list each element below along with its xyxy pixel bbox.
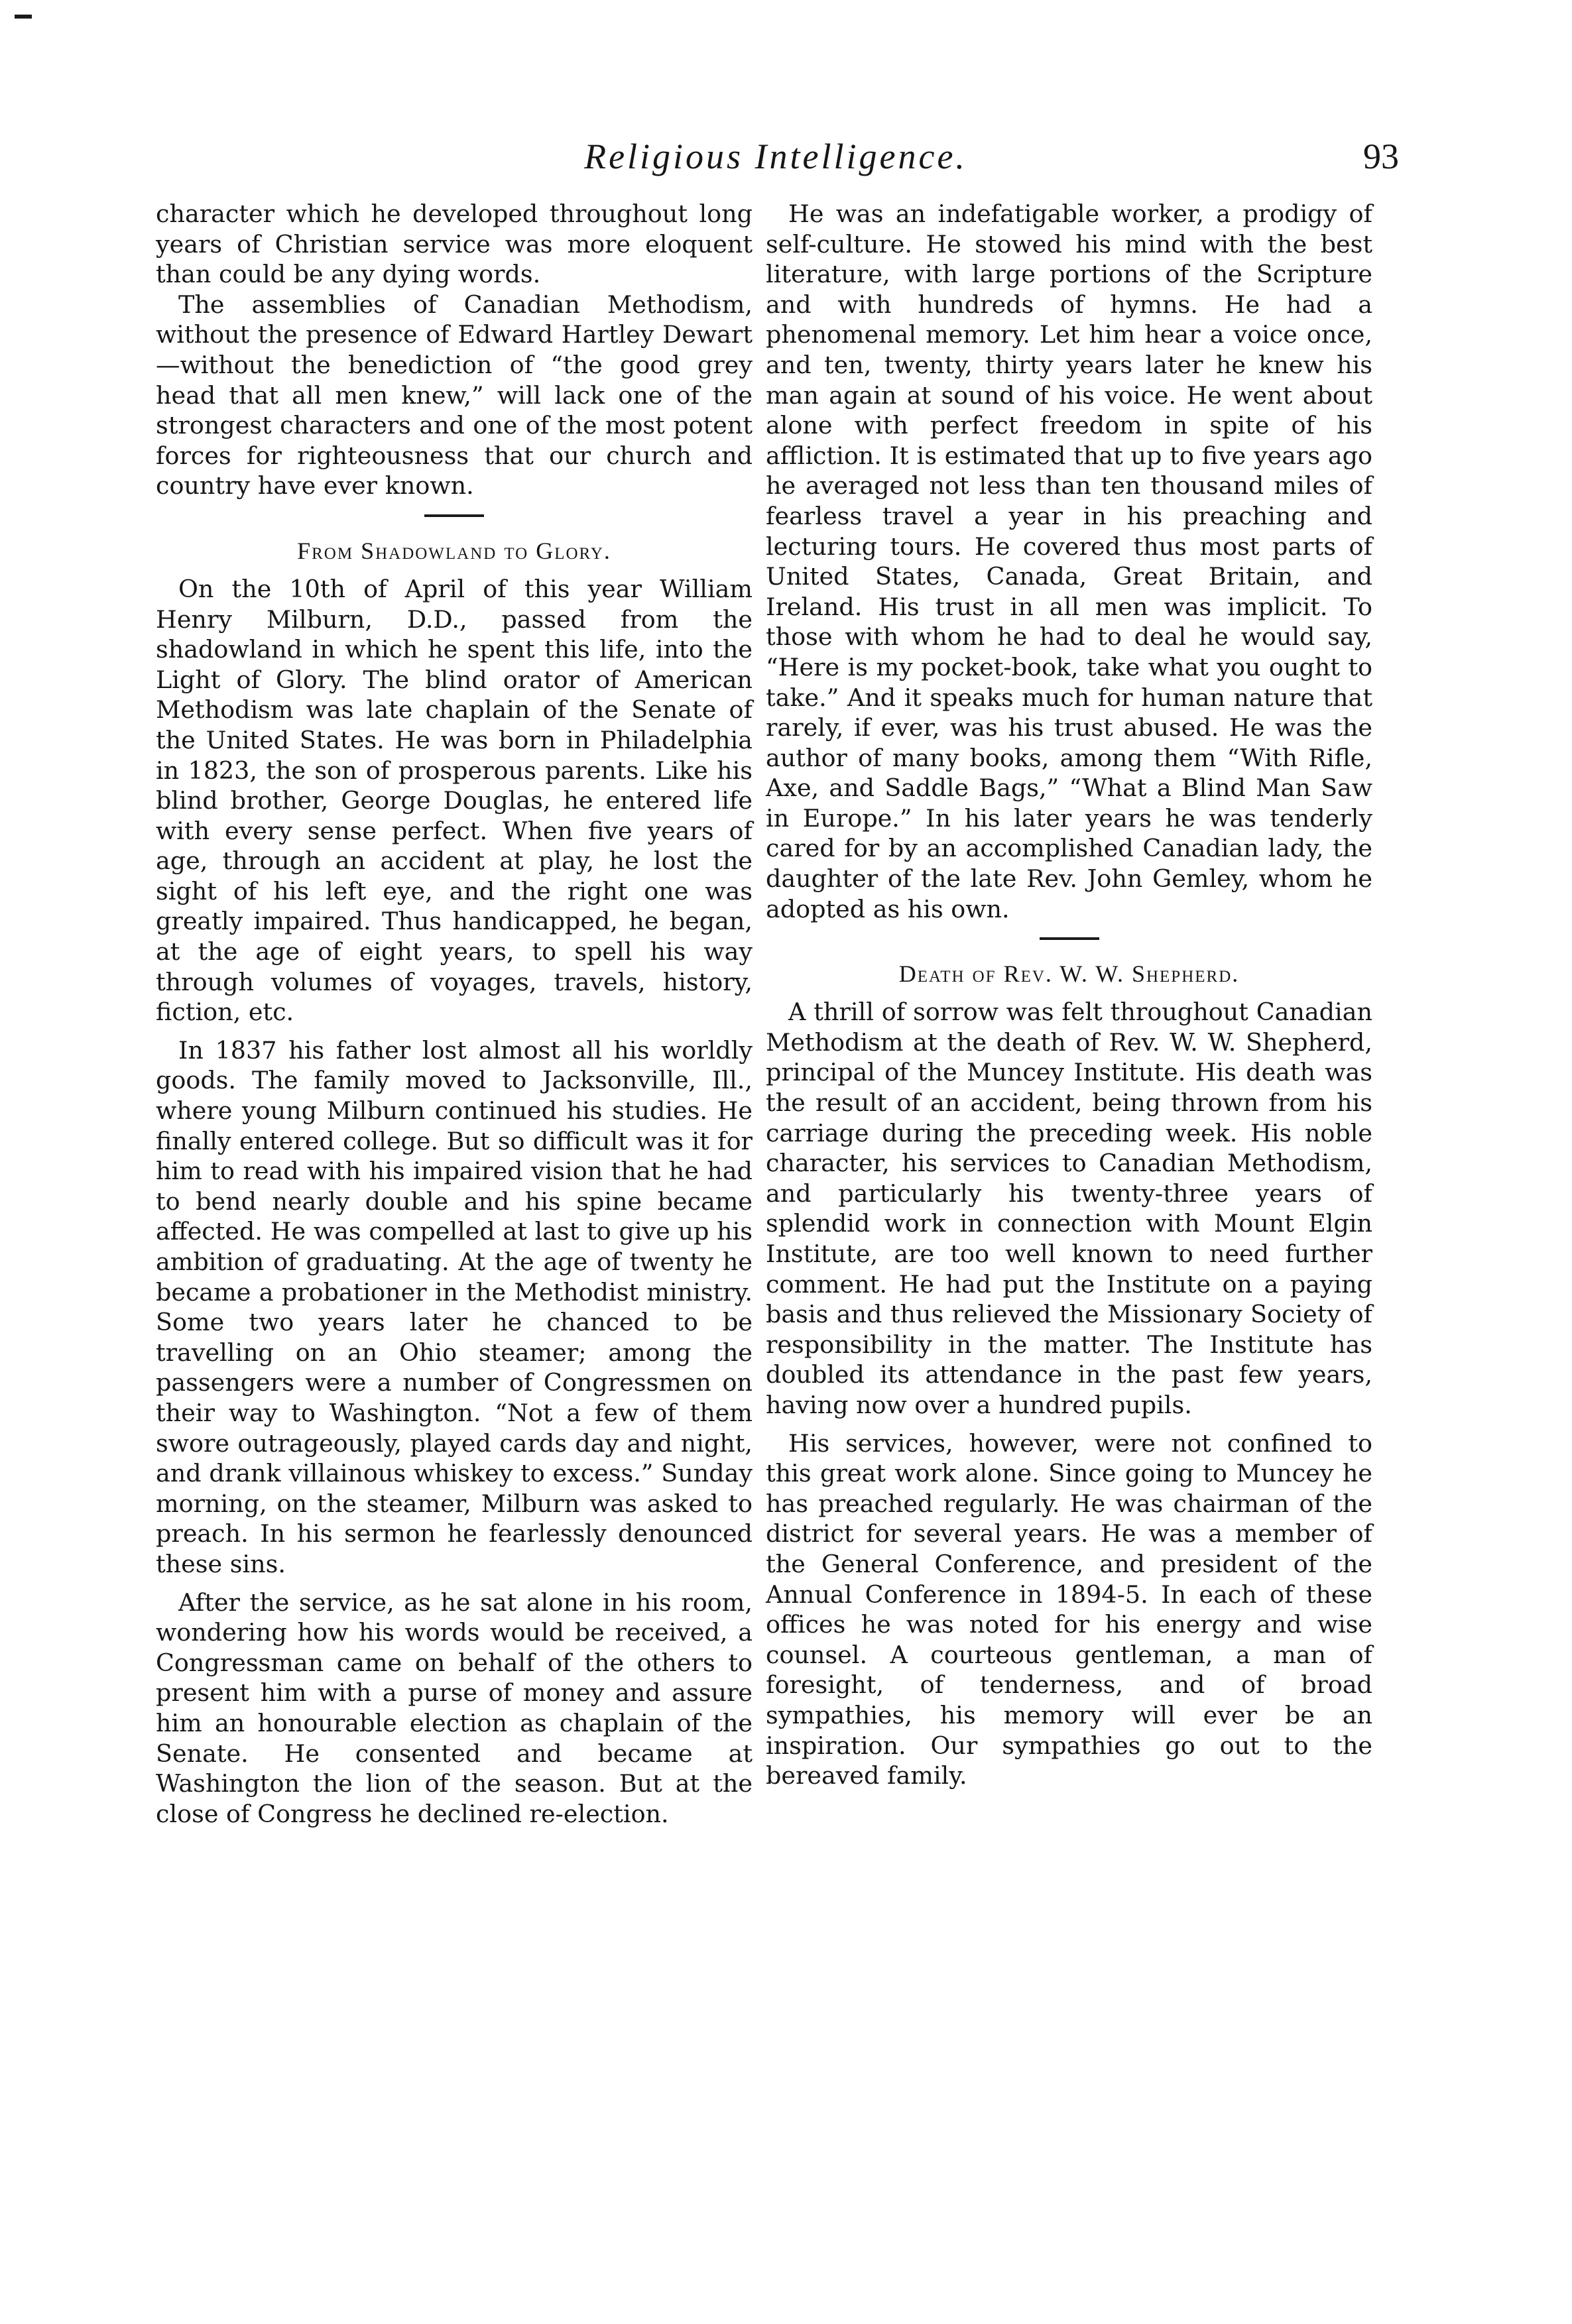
section-divider — [424, 514, 484, 517]
running-title: Religious Intelligence. — [584, 137, 967, 176]
paragraph-gap — [156, 1027, 753, 1035]
milburn-paragraph-4: He was an indefatigable worker, a prodigy of self-culture. He stowed his mind with the best literature, with large portions of the Scripture and with hundreds of hymns. He had a phenomenal memory. Let him hear a voice once, and ten, twenty, thirty years later he knew his man again at sound of his voice. He went about alone with perfect freedom in spite of his affliction. It is estimated that up to five years ago he averaged not less than ten thousand miles of fearless travel a year in his preaching and lecturing tours. He covered thus most parts of United States, Canada, Great Britain, and Ireland. His trust in all men was implicit. To those with whom he had to deal he would say, “Here is my pocket-book, take what you ought to take.” And it speaks much for human nature that rarely, if ever, was his trust abused. He was the author of many books, among them “With Rifle, Axe, and Saddle Bags,” “What a Blind Man Saw in Europe.” In his later years he was tenderly cared for by an accomplished Canadian lady, the daughter of the late Rev. John Gemley, whom he adopted as his own. — [766, 200, 1372, 923]
right-column — [766, 199, 1372, 1791]
paragraph-gap — [156, 1580, 753, 1588]
milburn-paragraph-3: After the service, as he sat alone in his room, wondering how his words would be received, a Congressman came on behalf of the others to present him with a purse of money and assure him an honourable election as chaplain of the Senate. He consented and became at Washington the lion of the season. But at the close of Congress he declined re-election. — [156, 1588, 753, 1828]
page-edge-mark — [15, 15, 32, 19]
continued-paragraph: character which he developed throughout long years of Christian service was more eloquent than could be any dying words. — [156, 200, 753, 289]
shepherd-paragraph-1: A thrill of sorrow was felt throughout Canadian Methodism at the death of Rev. W. W. Shepherd, principal of the Muncey Institute. His death was the result of an accident, being thrown from his carriage during the preceding week. His noble character, his services to Canadian Methodism, and particularly his twenty-three years of splendid work in connection with Mount Elgin Institute, are too well known to need further comment. He had put the Institute on a paying basis and thus relieved the Missionary Society of responsibility in the matter. The Institute has doubled its attendance in the past few years, having now over a hundred pupils. — [766, 998, 1372, 1419]
running-head — [152, 130, 1399, 183]
milburn-paragraph-2: In 1837 his father lost almost all his worldly goods. The family moved to Jacksonville, Ill., where young Milburn continued his studies. He finally entered college. But so difficult was it for him to read with his impaired vision that he had to bend nearly double and his spine became affected. He was compelled at last to give up his ambition of graduating. At the age of twenty he became a probationer in the Methodist ministry. Some two years later he chanced to be travelling on an Ohio steamer; among the passengers were a number of Congressmen on their way to Washington. “Not a few of them swore outrageously, played cards day and night, and drank villainous whiskey to excess.” Sunday morning, on the steamer, Milburn was asked to preach. In his sermon he fearlessly denounced these sins. — [156, 1035, 753, 1578]
section-divider — [1040, 937, 1099, 940]
paragraph-assemblies: The assemblies of Canadian Methodism, without the presence of Edward Hartley Dewart—without the benediction of “the good grey head that all men knew,” will lack one of the strongest characters and one of the most potent forces for righteousness that our church and country have ever known. — [156, 290, 753, 500]
section-heading-milburn: From Shadowland to Glory. — [297, 537, 611, 564]
shepherd-paragraph-2: His services, however, were not confined to this great work alone. Since going to Muncey he has preached regularly. He was chairman of the district for several years. He was a member of the General Conference, and president of the Annual Conference in 1894-5. In each of these offices he was noted for his energy and wise counsel. A courteous gentleman, a man of foresight, of tenderness, and of broad sympathies, his memory will ever be an inspiration. Our sympathies go out to the bereaved family. — [766, 1428, 1372, 1790]
section-heading-shepherd: Death of Rev. W. W. Shepherd. — [898, 960, 1240, 988]
milburn-paragraph-1: On the 10th of April of this year William Henry Milburn, D.D., passed from the shadowland in which he spent this life, into the Light of Glory. The blind orator of American Methodism was late chaplain of the Senate of the United States. He was born in Philadelphia in 1823, the son of prosperous parents. Like his blind brother, George Douglas, he entered life with every sense perfect. When five years of age, through an accident at play, he lost the sight of his left eye, and the right one was greatly impaired. Thus handicapped, he began, at the age of eight years, to spell his way through volumes of voyages, travels, history, fiction, etc. — [156, 574, 753, 1027]
page-number: 93 — [1363, 137, 1399, 176]
paragraph-gap — [766, 1421, 1372, 1428]
left-column — [156, 199, 753, 1829]
